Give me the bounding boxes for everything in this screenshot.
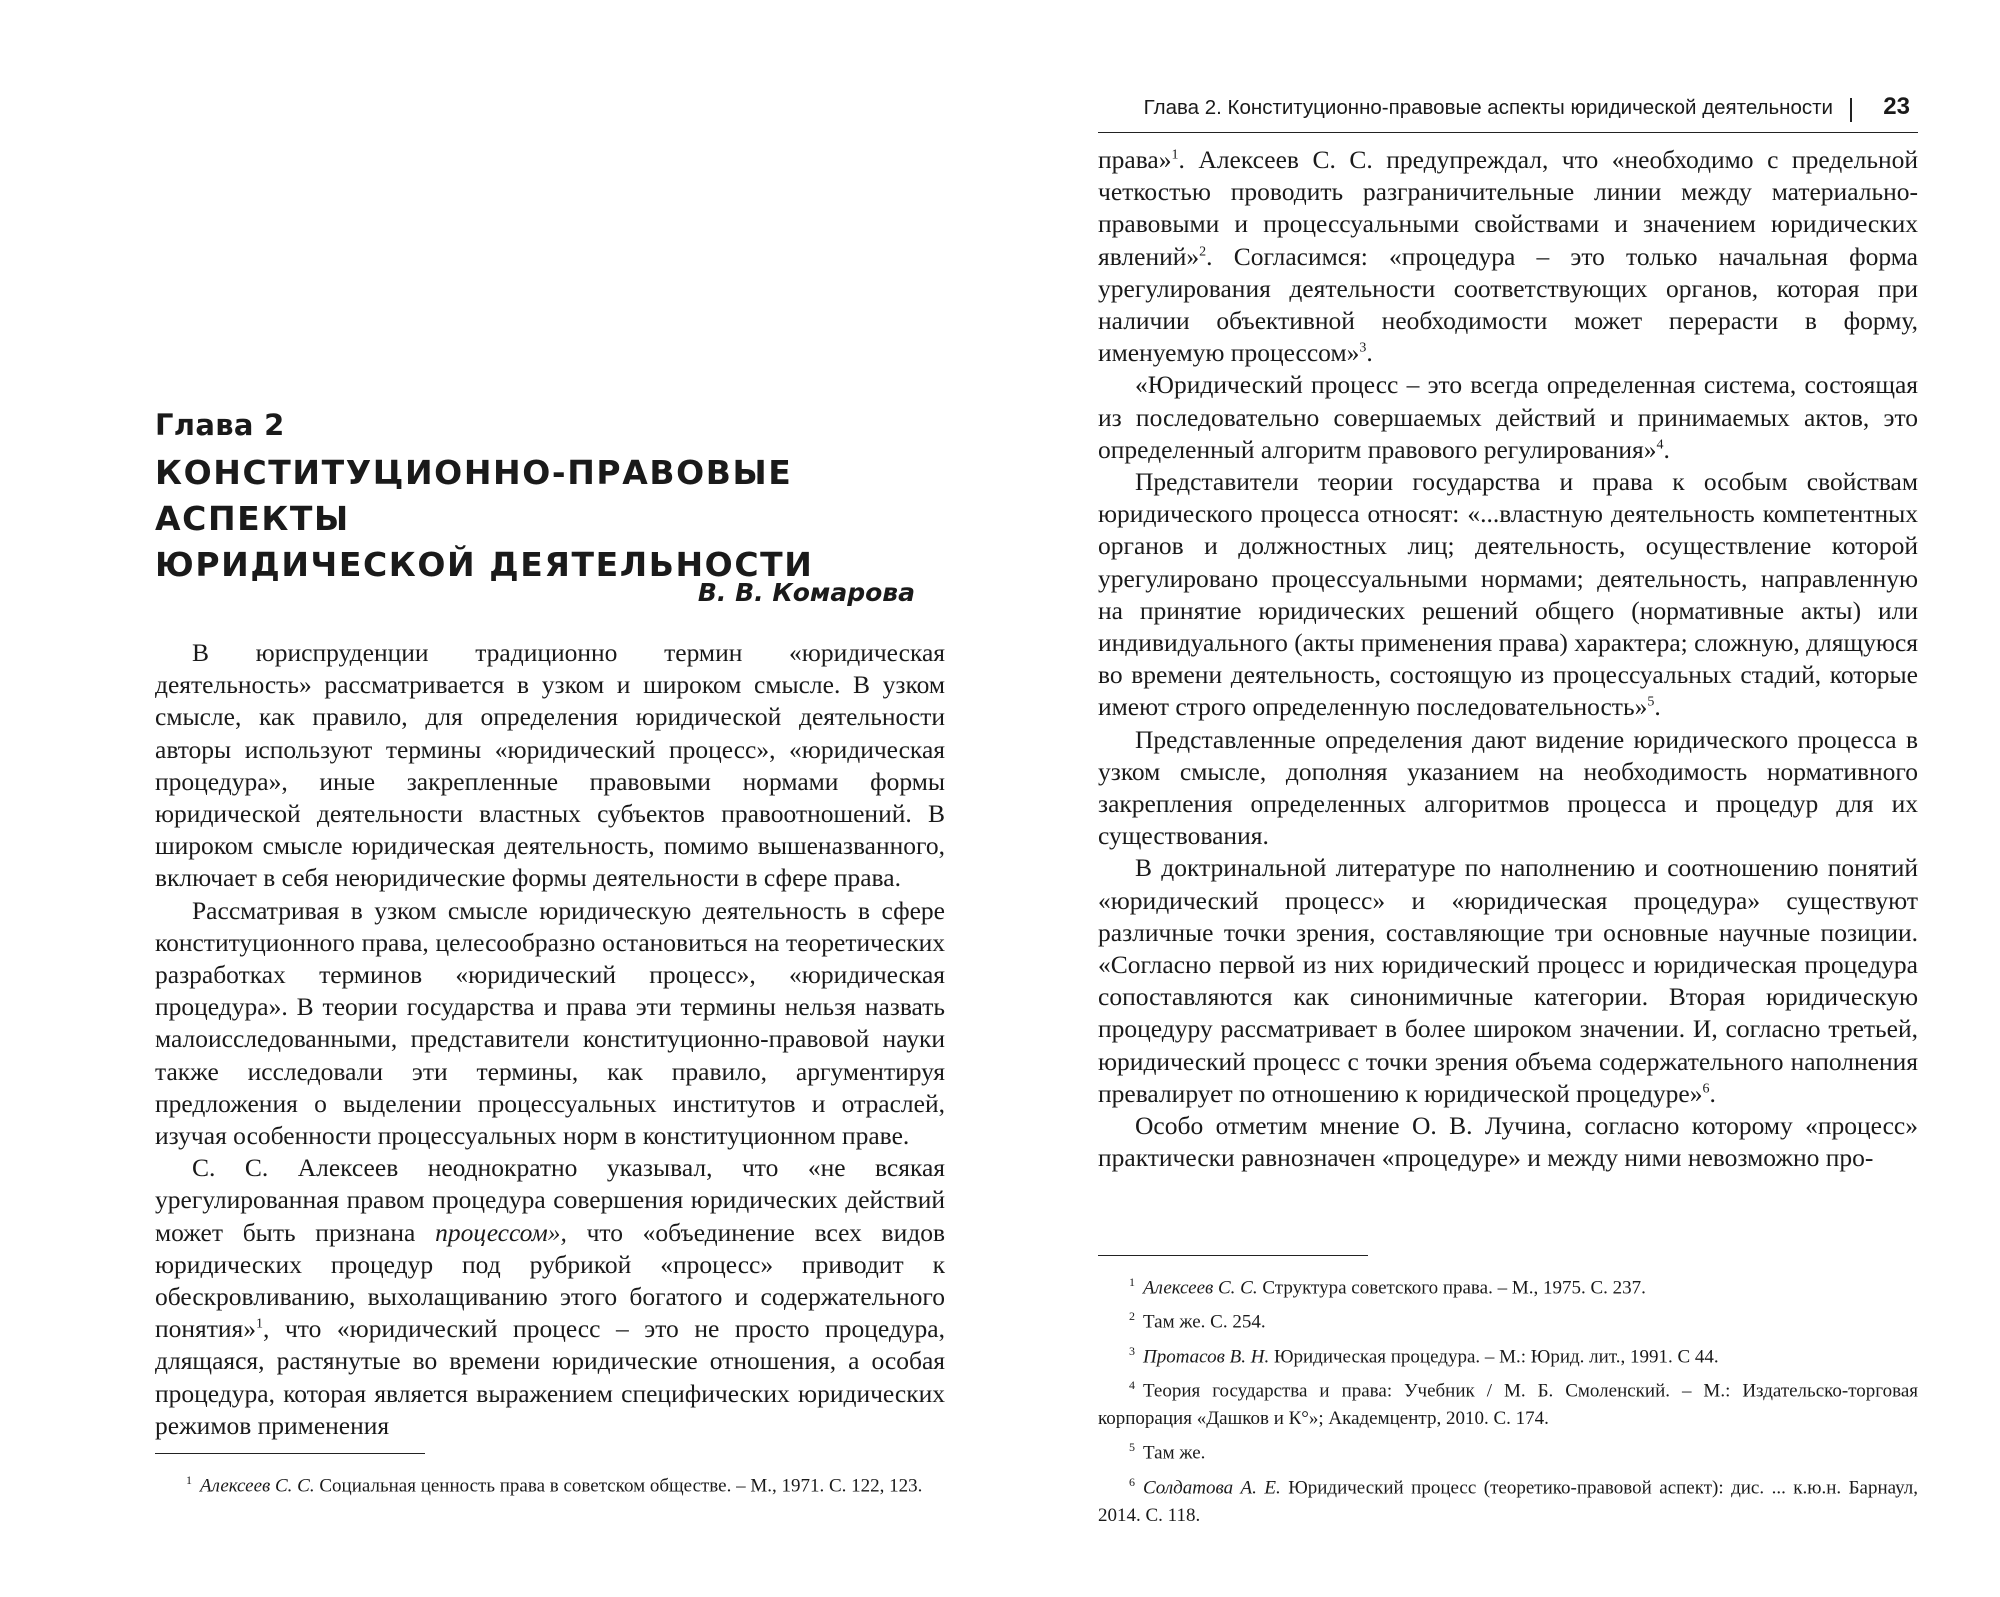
footnote-ref[interactable]: 2 — [1199, 244, 1207, 260]
footnote — [1098, 1268, 1918, 1302]
footnote-separator — [1098, 1255, 1368, 1256]
paragraph — [1098, 852, 1918, 1110]
footnote-ref[interactable]: 3 — [1359, 340, 1367, 356]
footnote-author: Алексеев С. С. — [1143, 1277, 1258, 1299]
text-run: . — [1654, 692, 1661, 722]
text-run: . — [1366, 338, 1373, 368]
paragraph — [1098, 369, 1918, 466]
footnote-number: 3 — [1129, 1343, 1135, 1358]
footnote-text: Юридический процесс (теоретико-правовой аспект): дис. ... к.ю.н. Барнаул, 2014. С. 118. — [1098, 1476, 1919, 1526]
text-run: С. С. Алексеев неоднократно указывал, что «не всякая урегулированная правом процедура совершения юридических действий может быть признана — [155, 1153, 945, 1247]
footnote-number: 5 — [1129, 1440, 1135, 1455]
footnote-text: Социальная ценность права в советском обществе. – М., 1971. С. 122, 123. — [319, 1475, 923, 1497]
paragraph — [155, 1152, 945, 1442]
footnote-author: Алексеев С. С. — [200, 1475, 315, 1497]
text-run: . Согласимся: «процедура – это только начальная форма урегулирования деятельности соответствующих органов, которая при наличии объективной необходимости может перерасти в форму, именуемую процессом» — [1098, 241, 1918, 368]
footnote-number: 4 — [1129, 1377, 1135, 1392]
footnote-text: Там же. — [1143, 1442, 1206, 1464]
emphasis-text: процессом», — [435, 1217, 567, 1247]
footnote-ref[interactable]: 1 — [1171, 147, 1179, 163]
text-run: , что «юридический процесс – это не просто процедура, длящаяся, растянутые во времени юридические отношения, а особая процедура, которая является выражением специфических юридических режимов применения — [155, 1314, 945, 1440]
text-run: права» — [1098, 145, 1172, 174]
paragraph: Особо отметим мнение О. В. Лучина, согласно которому «процесс» практически равнозначен «процедуре» и между ними невозможно про- — [1098, 1111, 1918, 1173]
footnote-number: 2 — [1129, 1309, 1135, 1324]
text-run: Представители теории государства и права к особым свойствам юридического процесса относят: «...властную деятельность компетентных органов и должностных лиц; деятельность, осуществление которой урегулировано процессуальными нормами; деятельность, направленную на принятие юридических решений общего (нормативные акты) или индивидуального (акты применения права) характера; сложную, длящуюся во времени деятельность, состоящую из процессуальных стадий, которые имеют строго определенную последовательность» — [1098, 467, 1918, 722]
running-header-title: Глава 2. Конституционно-правовые аспекты юридической деятельности — [1143, 96, 1833, 119]
paragraph: Рассматривая в узком смысле юридическую деятельность в сфере конституционного права, целесообразно остановиться на теоретических разработках терминов «юридический процесс», «юридическая процедура». В теории государства и права эти термины нельзя назвать малоисследованными, представители конституционно-правовой науки также исследовали эти термины, как правило, аргументируя предложения о выделении процессуальных институтов и отраслей, изучая особенности процессуальных норм в конституционном праве. — [155, 895, 945, 1151]
footnote-author: Солдатова А. Е. — [1143, 1476, 1281, 1498]
chapter-title — [155, 450, 945, 588]
footnote — [1098, 1468, 1918, 1530]
footnote — [1098, 1433, 1918, 1467]
footnote-ref[interactable]: 5 — [1647, 694, 1655, 710]
footnote-text: Теория государства и права: Учебник / М. Б. Смоленский. – М.: Издательско-торговая корпорация «Дашков и К°»; Академцентр, 2010. С. 174. — [1098, 1380, 1918, 1430]
footnote-ref[interactable]: 6 — [1702, 1081, 1710, 1097]
text-run: . Алексеев С. С. предупреждал, что «необходимо с предельной четкостью проводить разграничительные линии между материально-правовыми и процессуальными свойствами и значением юридических явлений» — [1098, 145, 1918, 271]
footnote-ref[interactable]: 1 — [256, 1316, 264, 1332]
footnote — [1098, 1302, 1918, 1336]
right-footnotes — [1098, 1268, 1918, 1530]
footnote-text: Юридическая процедура. – М.: Юрид. лит., 1991. С 44. — [1273, 1345, 1719, 1367]
left-footnotes — [155, 1466, 945, 1500]
page-number: 23 — [1883, 93, 1910, 120]
paragraph — [1098, 144, 1918, 369]
chapter-title-line1: КОНСТИТУЦИОННО-ПРАВОВЫЕ АСПЕКТЫ — [155, 453, 793, 538]
footnote-number: 1 — [186, 1473, 192, 1487]
footnote-number: 1 — [1129, 1275, 1135, 1289]
text-run: . — [1663, 434, 1670, 464]
left-body-text — [155, 637, 945, 1442]
text-run: . — [1709, 1078, 1716, 1108]
text-run: что «объединение всех видов юридических процедур под рубрикой «процесс» приводит к обескровливанию, выхолащиванию этого богатого и содержательного понятия» — [155, 1217, 945, 1344]
chapter-title-line2: ЮРИДИЧЕСКОЙ ДЕЯТЕЛЬНОСТИ — [155, 545, 814, 584]
footnote-text: Там же. С. 254. — [1143, 1311, 1266, 1333]
paragraph: Представленные определения дают видение юридического процесса в узком смысле, дополняя указанием на необходимость нормативного закрепления определенных алгоритмов процесса и процедур для их существования. — [1098, 724, 1918, 851]
footnote-separator — [155, 1453, 425, 1454]
footnote — [1098, 1337, 1918, 1371]
footnote-author: Протасов В. Н. — [1143, 1345, 1270, 1367]
footnote — [1098, 1371, 1918, 1433]
running-header — [1098, 93, 1918, 133]
header-divider — [1850, 98, 1852, 122]
right-body-text — [1098, 144, 1918, 1175]
footnote-number: 6 — [1129, 1474, 1135, 1489]
paragraph — [1098, 466, 1918, 724]
text-run: В доктринальной литературе по наполнению и соотношению понятий «юридический процесс» и «юридическая процедура» существуют различные точки зрения, составляющие три основные научные позиции. «Согласно первой из них юридический процесс и юридическая процедура сопоставляются как синонимичные категории. Вторая юридическую процедуру рассматривает в более широком значении. И, согласно третьей, юридический процесс с точки зрения объема содержательного наполнения превалирует по отношению к юридической процедуре» — [1098, 853, 1918, 1108]
footnote — [155, 1466, 945, 1500]
footnote-ref[interactable]: 4 — [1656, 437, 1664, 453]
chapter-author: В. В. Комарова — [697, 578, 915, 607]
footnote-text: Структура советского права. – М., 1975. С. 237. — [1262, 1277, 1646, 1299]
paragraph: В юриспруденции традиционно термин «юридическая деятельность» рассматривается в узком и широком смысле. В узком смысле, как правило, для определения юридической деятельности авторы используют термины «юридический процесс», «юридическая процедура», иные закрепленные правовыми нормами формы юридической деятельности властных субъектов правоотношений. В широком смысле юридическая деятельность, помимо вышеназванного, включает в себя неюридические формы деятельности в сфере права. — [155, 638, 945, 893]
text-run: «Юридический процесс – это всегда определенная система, состоящая из последовательно совершаемых действий и принимаемых актов, это определенный алгоритм правового регулирования» — [1098, 370, 1918, 464]
chapter-label: Глава 2 — [155, 408, 285, 442]
